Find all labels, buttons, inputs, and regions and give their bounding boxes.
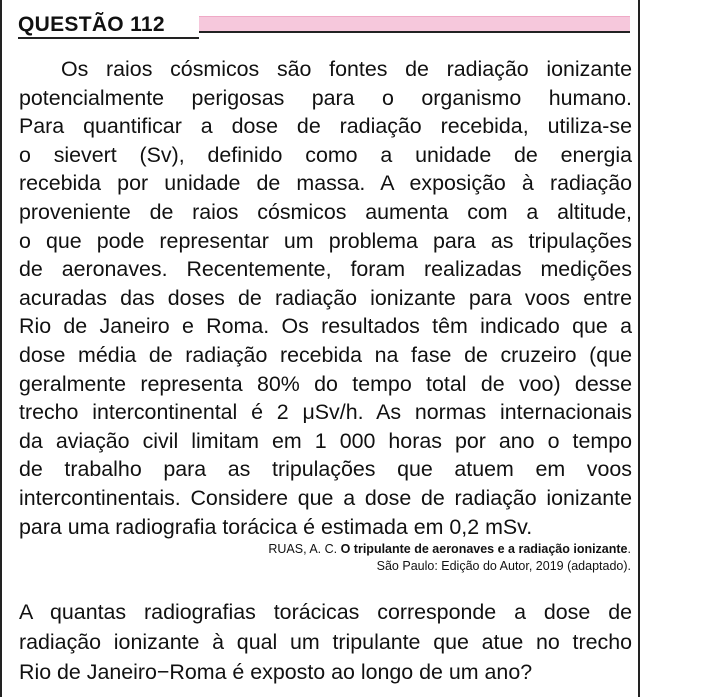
question-title: QUESTÃO 112 (18, 13, 165, 36)
passage-line: Para quantificar a dose de radiação recebida, utiliza-se (19, 114, 632, 139)
passage-line: Rio de Janeiro e Roma. Os resultados têm indicado que a (19, 314, 632, 339)
passage-line: da aviação civil limitam em 1 000 horas por ano o tempo (19, 428, 632, 453)
source-citation (19, 541, 631, 575)
passage-line: para uma radiografia torácica é estimada em 0,2 mSv. (19, 514, 533, 539)
header-accent-bar (199, 16, 630, 33)
citation-work-title: O tripulante de aeronaves e a radiação ionizante (340, 542, 628, 556)
citation-period: . (627, 542, 631, 556)
question-header (18, 12, 634, 38)
passage-line: intercontinentais. Considere que a dose de radiação ionizante (19, 485, 632, 510)
citation-publisher: São Paulo: Edição do Autor, 2019 (adaptado). (376, 559, 631, 573)
question-prompt (19, 597, 632, 687)
title-underline (18, 37, 199, 39)
prompt-line: Rio de Janeiro−Roma é exposto ao longo de um ano? (19, 660, 533, 684)
citation-line-1 (19, 541, 631, 558)
prompt-line: radiação ionizante à qual um tripulante que atue no trecho (19, 630, 632, 654)
passage-line: geralmente representa 80% do tempo total de voo) desse (19, 371, 632, 396)
passage-line: Os raios cósmicos são fontes de radiação ionizante (61, 57, 632, 81)
passage-line: trecho intercontinental é 2 μSv/h. As normas internacionais (19, 400, 632, 425)
passage-line: proveniente de raios cósmicos aumenta com a altitude, (19, 199, 632, 224)
passage-text (19, 55, 632, 541)
passage-line: potencialmente perigosas para o organismo humano. (19, 85, 632, 110)
prompt-line: A quantas radiografias torácicas corresponde a dose de (19, 600, 632, 624)
passage-line: o que pode representar um problema para as tripulações (19, 228, 632, 253)
passage-line: recebida por unidade de massa. A exposição à radiação (19, 171, 632, 196)
citation-author: RUAS, A. C. (268, 542, 341, 556)
passage-line: de trabalho para as tripulações que atuem em voos (19, 457, 632, 482)
passage-line: acuradas das doses de radiação ionizante para voos entre (19, 285, 632, 310)
passage-line: de aeronaves. Recentemente, foram realizadas medições (19, 257, 632, 282)
passage-line: dose média de radiação recebida na fase de cruzeiro (que (19, 342, 632, 367)
passage-line: o sievert (Sv), definido como a unidade de energia (19, 142, 632, 167)
